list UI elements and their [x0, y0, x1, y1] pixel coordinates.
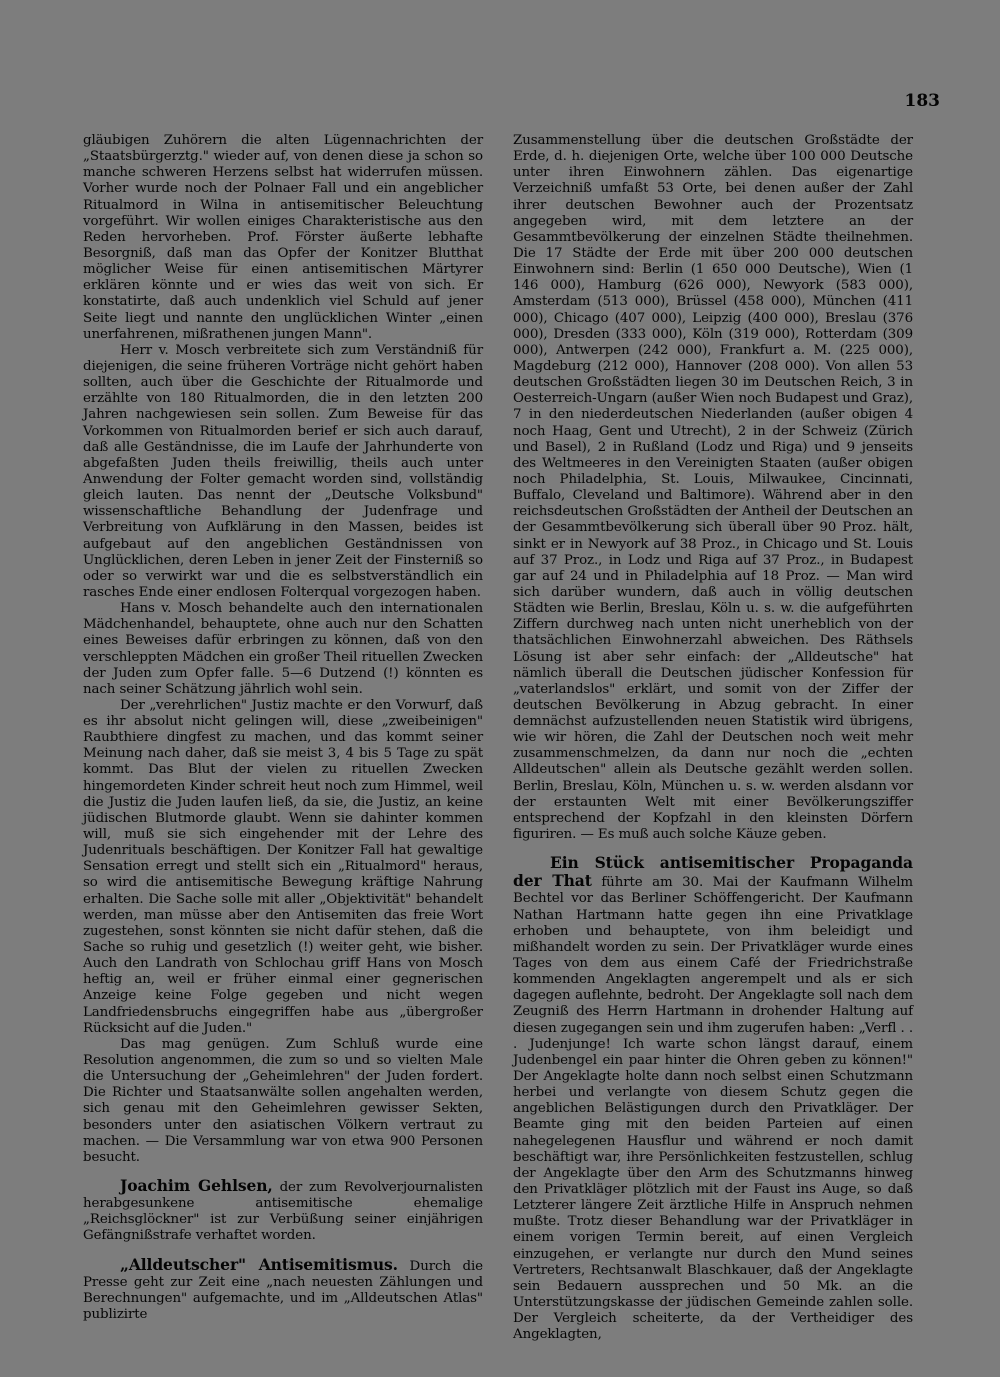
right-column: [513, 133, 913, 1343]
paragraph-text: Durch die Presse geht zur Zeit eine „nach neuesten Zählungen und Berechnungen" aufgemachte, und im „Alldeutschen Atlas" publizirte: [83, 1258, 483, 1322]
paragraph-lead-heading: Ein Stück antisemitischer Propaganda der That: [513, 853, 913, 891]
paragraph-text: der zum Revolverjournalisten herabgesunkene antisemitische ehemalige „Reichsglöckner" ist zur Verbüßung seiner einjährigen Gefängnißstrafe verhaftet worden.: [83, 1180, 483, 1244]
article-paragraph: [83, 1037, 483, 1166]
article-paragraph: [83, 698, 483, 1037]
paragraph-text: Hans v. Mosch behandelte auch den internationalen Mädchenhandel, behauptete, ohne auch nur den Schatten eines Beweises dafür erbringen zu können, daß von den verschleppten Mädchen ein großer Theil rituellen Zwecken der Juden zum Opfer falle. 5—6 Dutzend (!) könnten es nach seiner Schätzung jährlich wohl sein.: [83, 601, 483, 697]
article-paragraph: [83, 1178, 483, 1245]
article-paragraph: [83, 601, 483, 698]
paragraph-text: Zusammenstellung über die deutschen Großstädte der Erde, d. h. diejenigen Orte, welche über 100 000 Deutsche unter ihren Einwohnern zählen. Das eigenartige Verzeichniß umfaßt 53 Orte, bei denen außer der Zahl ihrer deutschen Bewohner auch der Prozentsatz angegeben wird, mit dem letztere an der Gesammtbevölkerung der einzelnen Städte theilnehmen. Die 17 Städte der Erde mit über 200 000 deutschen Einwohnern sind: Berlin (1 650 000 Deutsche), Wien (1 146 000), Hamburg (626 000), Newyork (583 000), Amsterdam (513 000), Brüssel (458 000), München (411 000), Chicago (407 000), Leipzig (400 000), Breslau (376 000), Dresden (333 000), Köln (319 000), Rotterdam (309 000), Antwerpen (242 000), Frankfurt a. M. (225 000), Magdeburg (212 000), Hannover (208 000). Von allen 53 deutschen Großstädten liegen 30 im Deutschen Reich, 3 in Oesterreich-Ungarn (außer Wien noch Budapest und Graz), 7 in den niederdeutschen Niederlanden (außer obigen 4 noch Haag, Gent und Utrecht), 2 in der Schweiz (Zürich und Basel), 2 in Rußland (Lodz und Riga) und 9 jenseits des Weltmeeres in den Vereinigten Staaten (außer obigen noch Philadelphia, St. Louis, Milwaukee, Cincinnati, Buffalo, Cleveland und Baltimore). Während aber in den reichsdeutschen Großstädten der Antheil der Deutschen an der Gesammtbevölkerung sich überall über 90 Proz. hält, sinkt er in Newyork auf 38 Proz., in Chicago und St. Louis auf 37 Proz., in Lodz und Riga auf 37 Proz., in Budapest gar auf 24 und in Philadelphia auf 18 Proz. — Man wird sich darüber wundern, daß auch in völlig deutschen Städten wie Berlin, Breslau, Köln u. s. w. die aufgeführten Ziffern durchweg nach unten nicht unerheblich von der thatsächlichen Einwohnerzahl abweichen. Des Räthsels Lösung ist aber sehr einfach: der „Alldeutsche" hat nämlich überall die Deutschen jüdischer Konfession für „vaterlandslos" erklärt, und somit von der Ziffer der deutschen Bevölkerung in Abzug gebracht. In einer demnächst aufzustellenden neuen Statistik wird übrigens, wie wir hören, die Zahl der Deutschen noch weit mehr zusammenschmelzen, da dann nur noch die „echten Alldeutschen" allein als Deutsche gezählt werden sollen. Berlin, Breslau, Köln, München u. s. w. werden alsdann vor der erstaunten Welt mit einer Bevölkerungsziffer entsprechend der Kopfzahl in den kleinsten Dörfern figuriren. — Es muß auch solche Käuze geben.: [513, 133, 913, 843]
article-paragraph: [83, 343, 483, 601]
paragraph-text: Das mag genügen. Zum Schluß wurde eine Resolution angenommen, die zum so und so vielten Male die Untersuchung der „Geheimlehren" der Juden fordert. Die Richter und Staatsanwälte sollen angehalten werden, sich genau mit den Geheimlehren gewisser Sekten, besonders unter den asiatischen Völkern vertraut zu machen. — Die Versammlung war von etwa 900 Personen besucht.: [83, 1036, 483, 1165]
paragraph-lead-heading: „Alldeutscher" Antisemitismus.: [120, 1254, 398, 1274]
article-paragraph: [83, 1254, 483, 1324]
left-column: [83, 133, 483, 1323]
article-paragraph: [513, 855, 913, 1343]
paragraph-text: Herr v. Mosch verbreitete sich zum Verständniß für diejenigen, die seine früheren Vorträge nicht gehört haben sollten, auch über die Geschichte der Ritualmorde und erzählte von 180 Ritualmorden, die in den letzten 200 Jahren nachgewiesen sein sollen. Zum Beweise für das Vorkommen von Ritualmorden berief er sich auch darauf, daß alle Geständnisse, die im Laufe der Jahrhunderte von abgefaßten Juden theils freiwillig, theils auch unter Anwendung der Folter gemacht worden sind, vollständig gleich lauten. Das nennt der „Deutsche Volksbund" wissenschaftliche Behandlung der Judenfrage und Verbreitung von Aufklärung in den Massen, beides ist aufgebaut auf den angeblichen Geständnissen von Unglücklichen, deren Leben in jener Zeit der Finsterniß so oder so verwirkt war und die es selbstverständlich ein rasches Ende einer endlosen Folterqual vorgezogen haben.: [83, 342, 483, 600]
paragraph-lead-heading: Joachim Gehlsen,: [120, 1176, 273, 1195]
paragraph-text: führte am 30. Mai der Kaufmann Wilhelm Bechtel vor das Berliner Schöffengericht. Der Kaufmann Nathan Hartmann hatte gegen ihn eine Privatklage erhoben und behauptete, von ihm beleidigt und mißhandelt worden zu sein. Der Privatkläger wurde eines Tages von dem aus einem Café der Friedrichstraße kommenden Angeklagten angerempelt und als er sich dagegen auflehnte, bedroht. Der Angeklagte soll nach dem Zeugniß des Herrn Hartmann in drohender Haltung auf diesen zugegangen sein und ihm zugerufen haben: „Verfl . . . Judenjunge! Ich warte schon längst darauf, einem Judenbengel ein paar hinter die Ohren geben zu können!" Der Angeklagte holte dann noch selbst einen Schutzmann herbei und verlangte von diesem Schutz gegen die angeblichen Belästigungen durch den Privatkläger. Der Beamte ging mit den beiden Parteien auf einen nahegelegenen Hausflur und während er noch damit beschäftigt war, ihre Persönlichkeiten festzustellen, schlug der Angeklagte über den Arm des Schutzmanns hinweg den Privatkläger plötzlich mit der Faust ins Auge, so daß Letzterer längere Zeit ärztliche Hilfe in Anspruch nehmen mußte. Trotz dieser Behandlung war der Privatkläger in einem vorigen Termin bereit, auf einen Vergleich einzugehen, er verlangte nur durch den Mund seines Vertreters, Rechtsanwalt Blaschkauer, daß der Angeklagte sein Bedauern aussprechen und 50 Mk. an die Unterstützungskasse der jüdischen Gemeinde zahlen solle. Der Vergleich scheiterte, da der Vertheidiger des Angeklagten,: [513, 875, 913, 1343]
paragraph-text: gläubigen Zuhörern die alten Lügennachrichten der „Staatsbürgerztg." wieder auf, von denen diese ja schon so manche schweren Herzens selbst hat widerrufen müssen. Vorher wurde noch der Polnaer Fall und ein angeblicher Ritualmord in Wilna in antisemitischer Beleuchtung vorgeführt. Wir wollen einiges Charakteristische aus den Reden hervorheben. Prof. Förster äußerte lebhafte Besorgniß, daß man das Opfer der Konitzer Blutthat möglicher Weise für einen antisemitischen Märtyrer erklären könnte und er wies das weit von sich. Er konstatirte, daß auch undenklich viel Schuld auf jener Seite liegt und nannte den unglücklichen Winter „einen unerfahrenen, mißrathenen jungen Mann".: [83, 133, 483, 342]
page-number: 183: [904, 91, 940, 111]
article-paragraph: [83, 133, 483, 343]
article-paragraph: [513, 133, 913, 843]
paragraph-text: Der „verehrlichen" Justiz machte er den Vorwurf, daß es ihr absolut nicht gelingen will, diese „zweibeinigen" Raubthiere dingfest zu machen, und das kommt seiner Meinung nach daher, daß sie meist 3, 4 bis 5 Tage zu spät kommt. Das Blut der vielen zu rituellen Zwecken hingemordeten Kinder schreit heut noch zum Himmel, weil die Justiz die Juden laufen ließ, da sie, die Justiz, an keine jüdischen Blutmorde glaubt. Wenn sie dahinter kommen will, muß sie sich eingehender mit der Lehre des Judenrituals beschäftigen. Der Konitzer Fall hat gewaltige Sensation erregt und stellt sich ein „Ritualmord" heraus, so wird die antisemitische Bewegung kräftige Nahrung erhalten. Die Sache solle mit aller „Objektivität" behandelt werden, man müsse aber den Antisemiten das freie Wort zugestehen, sonst könnten sie nicht dafür stehen, daß die Sache so ruhig und gesetzlich (!) weiter geht, wie bisher. Auch den Landrath von Schlochau griff Hans von Mosch heftig an, weil er früher einmal einer gegnerischen Anzeige keine Folge gegeben und nicht wegen Landfriedensbruchs eingegriffen habe aus „übergroßer Rücksicht auf die Juden.": [83, 697, 483, 1036]
